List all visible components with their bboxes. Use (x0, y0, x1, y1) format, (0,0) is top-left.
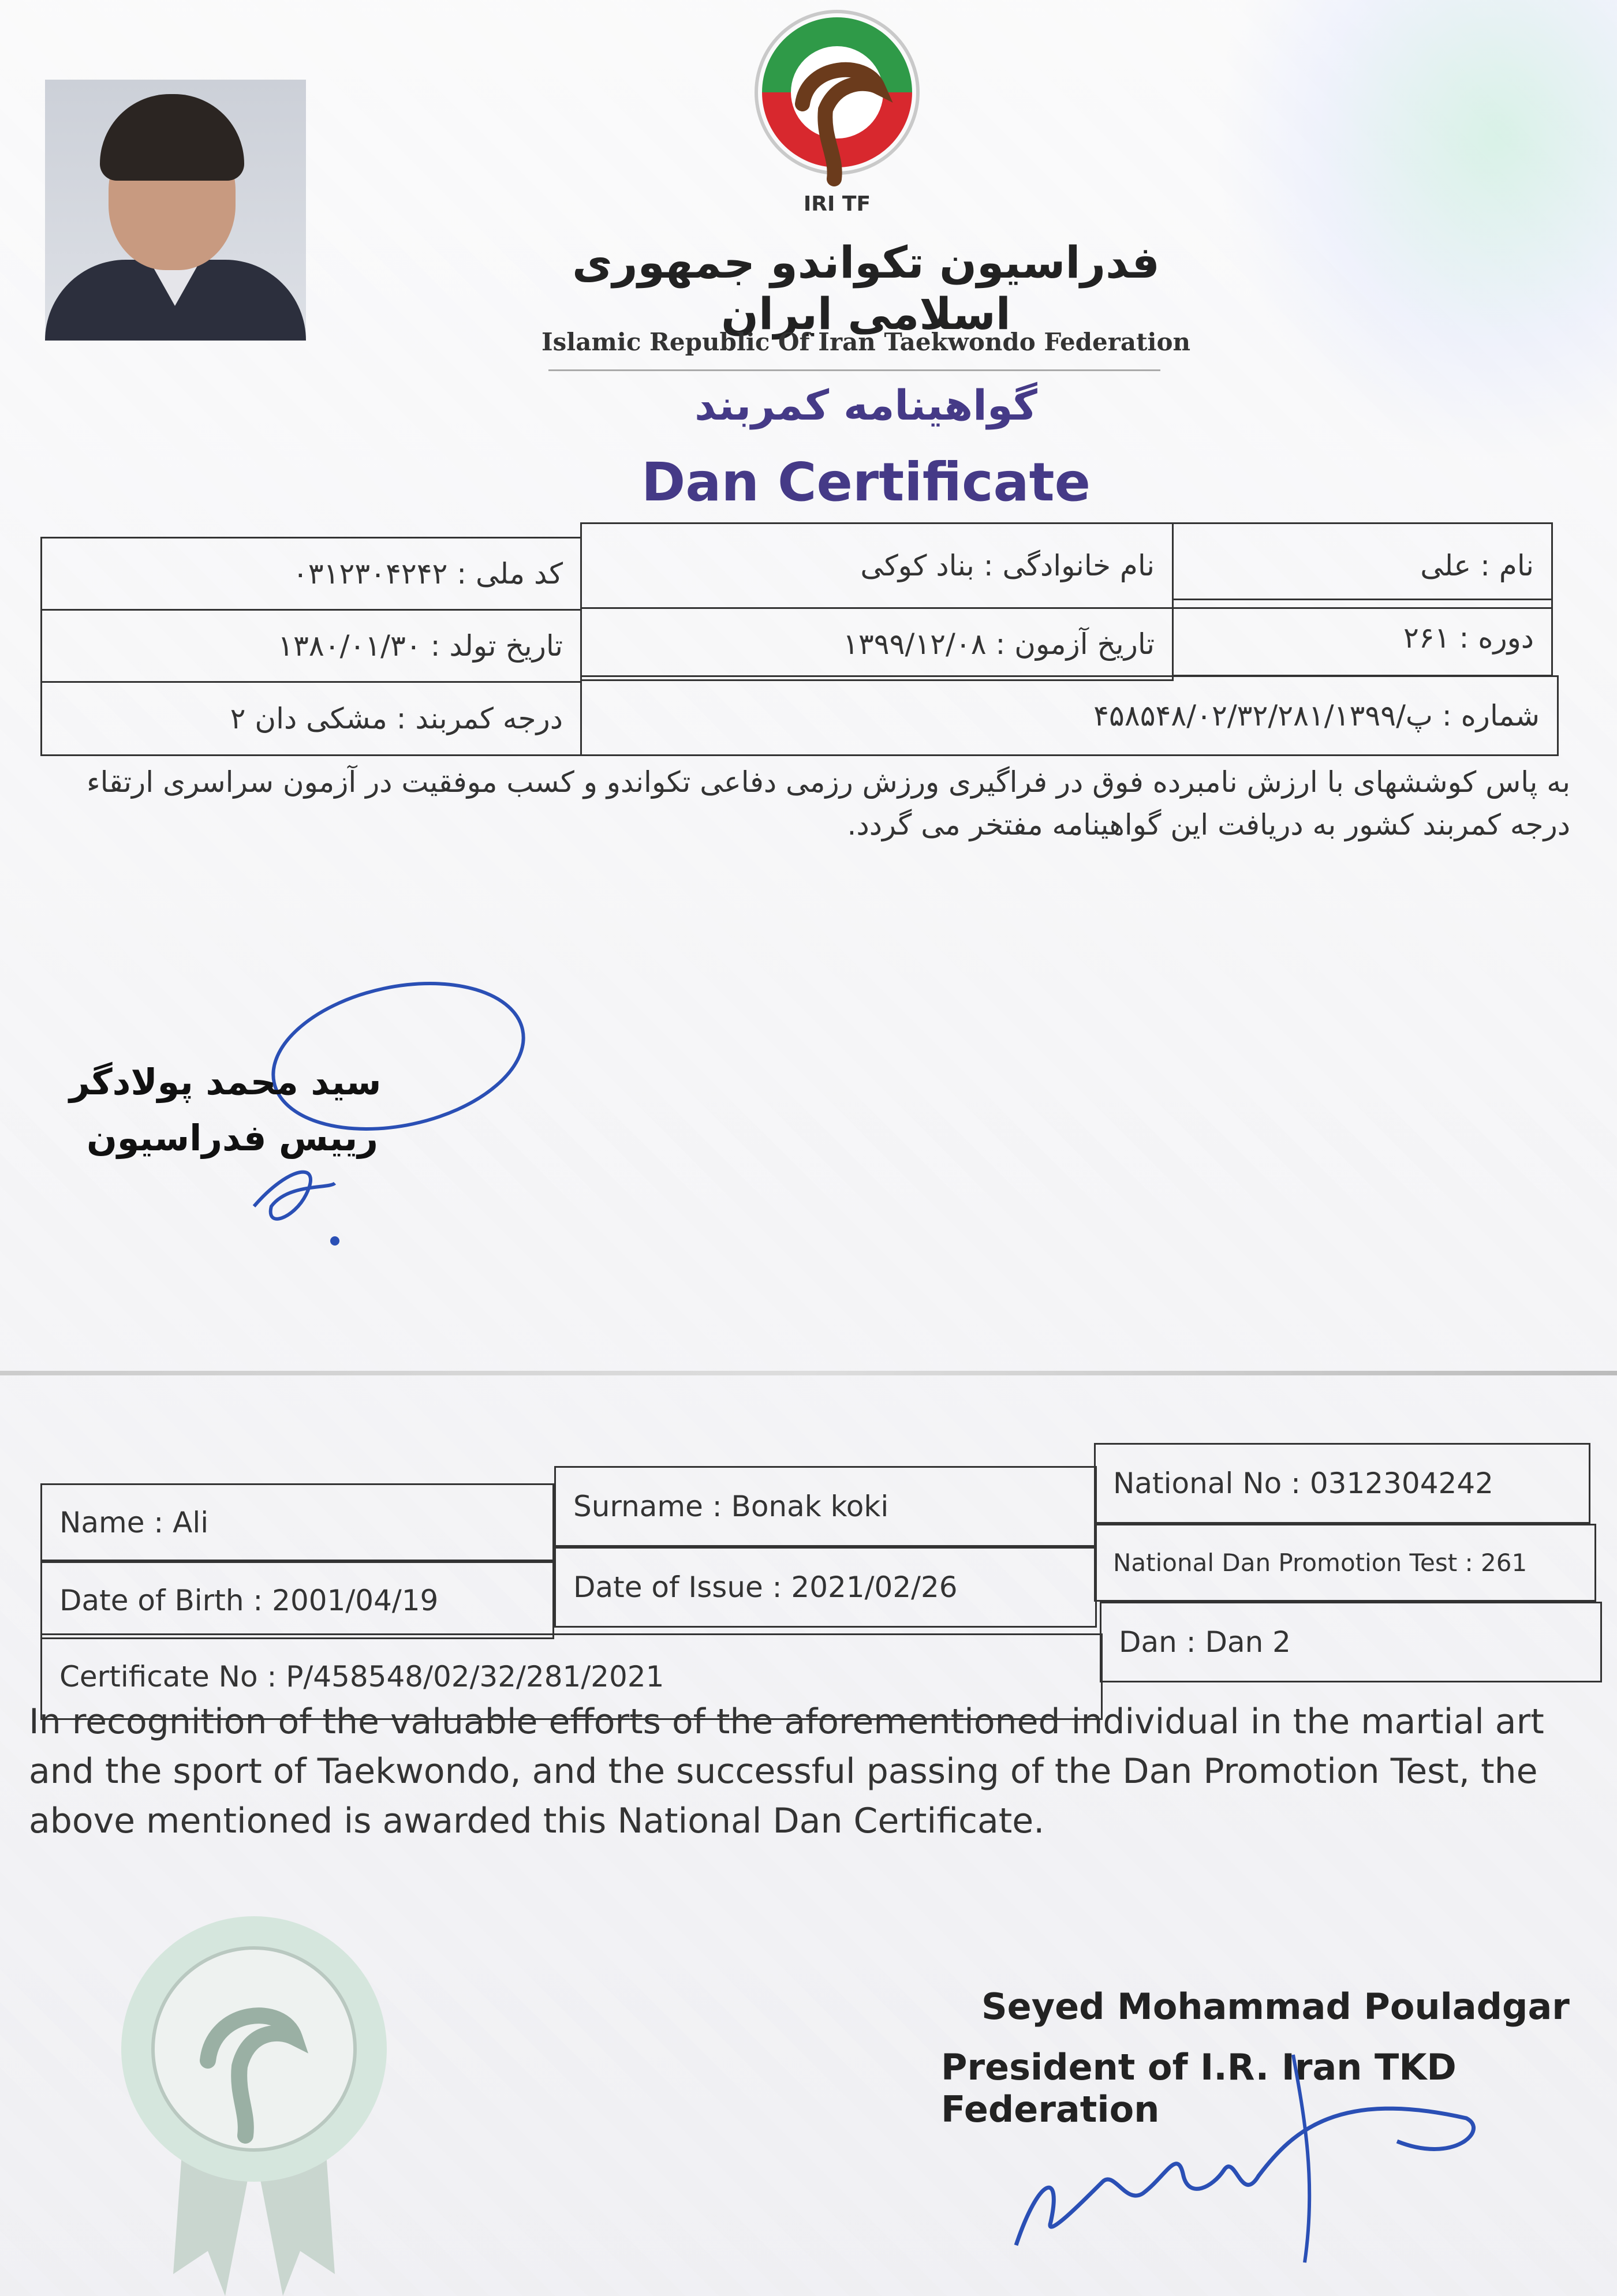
en-signatory-role: President of I.R. Iran TKD Federation (941, 2046, 1457, 2130)
en-paragraph: In recognition of the valuable efforts of the aforementioned individual in the martial art and the sport of Taekwondo, and the successful passing of the Dan Promotion Test, the above mentioned is awarded this National Dan Certificate. (29, 1702, 1544, 1841)
fa-number-cell: شماره : پ/۴۵۸۵۴۸/۰۲/۳۲/۲۸۱/۱۳۹۹ (580, 675, 1559, 756)
en-signatory-name: Seyed Mohammad Pouladgar (981, 1985, 1570, 2028)
section-divider (0, 1371, 1617, 1375)
fa-exam-date-cell: تاریخ آزمون : ۱۳۹۹/۱۲/۰۸ (580, 607, 1174, 681)
en-surname-cell: Surname : Bonak koki (554, 1466, 1097, 1547)
fa-surname-cell: نام خانوادگی : بناد کوکی (580, 522, 1174, 609)
fa-paragraph: به پاس کوششهای با ارزش نامبرده فوق در فراگیری ورزش رزمی دفاعی تکواندو و کسب موفقیت در آزمون سراسری ارتقاء درجه کمربند کشور به دریافت این گواهینامه مفتخر می گردد. (87, 765, 1570, 842)
en-birth-date-cell: Date of Birth : 2001/04/19 (40, 1561, 554, 1639)
title-divider (548, 369, 1160, 371)
fa-belt-degree-cell: درجه کمربند : مشکی دان ۲ (40, 681, 582, 756)
certificate-title-fa: گواهینامه کمربند (694, 381, 1037, 429)
en-name-cell: Name : Ali (40, 1483, 554, 1561)
federation-title-en: Islamic Republic Of Iran Taekwondo Federation (541, 328, 1191, 356)
logo-text: IRI TF (803, 192, 871, 214)
en-certificate-no-cell: Certificate No : P/458548/02/32/281/2021 (40, 1633, 1103, 1720)
fa-birth-date-cell: تاریخ تولد : ۱۳۸۰/۰۱/۳۰ (40, 609, 582, 683)
en-promotion-test-cell: National Dan Promotion Test : 261 (1094, 1524, 1596, 1602)
en-issue-date-cell: Date of Issue : 2021/02/26 (554, 1547, 1097, 1628)
en-dan-cell: Dan : Dan 2 (1100, 1602, 1602, 1682)
federation-title-fa: فدراسیون تکواندو جمهوری اسلامی ایران (572, 237, 1160, 339)
fa-signatory-role: رییس فدراسیون (87, 1117, 378, 1159)
fa-name-cell: نام : علی (1172, 522, 1553, 609)
fa-course-cell: دوره : ۲۶۱ (1172, 599, 1553, 676)
certificate-title-en: Dan Certificate (641, 451, 1091, 513)
federation-logo (722, 6, 953, 214)
student-photo (45, 80, 306, 341)
hologram (1213, 0, 1617, 462)
federation-seal (110, 1905, 398, 2296)
en-signature-scribble (993, 2032, 1513, 2274)
fa-signatory-name: سید محمد پولادگر (69, 1061, 382, 1103)
en-national-no-cell: National No : 0312304242 (1094, 1443, 1590, 1524)
fa-national-code-cell: کد ملی : ۰۳۱۲۳۰۴۲۴۲ (40, 537, 582, 611)
